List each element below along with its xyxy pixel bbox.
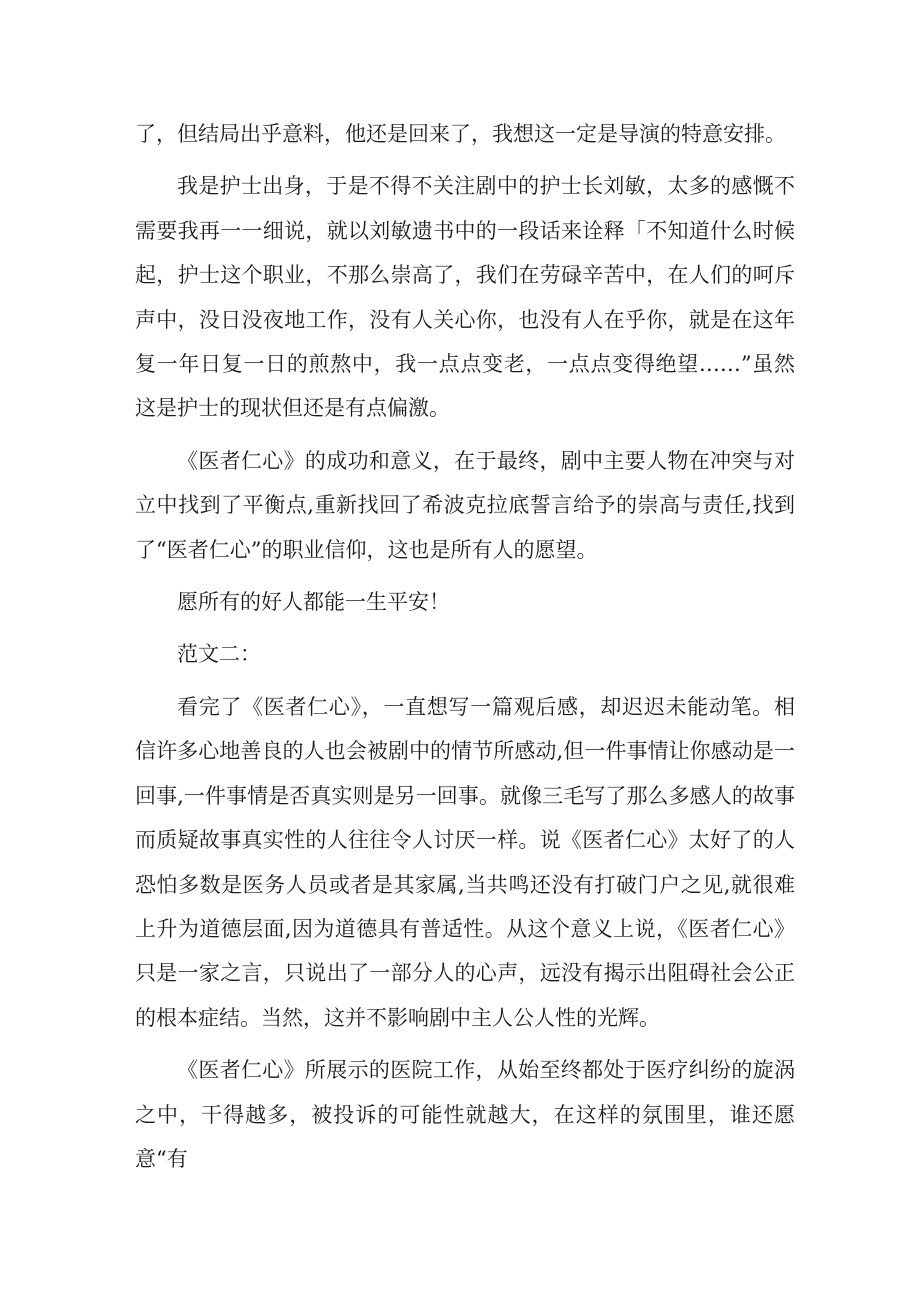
paragraph-wish: 愿所有的好人都能一生平安！ — [177, 590, 450, 615]
paragraph-significance: 《医者仁心》的成功和意义，在于最终，剧中主要人物在冲突与对立中找到了平衡点,重新找回了希波克拉底誓言给予的崇高与责任,找到了“医者仁心”的职业信仰，这也是所有人的愿望。 — [135, 448, 795, 562]
paragraph-hospital-work: 《医者仁心》所展示的医院工作，从始至终都处于医疗纠纷的旋涡之中，干得越多，被投诉的可能性就越大，在这样的氛围里，谁还愿意“有 — [135, 1058, 795, 1171]
paragraph-continuation: 了，但结局出乎意料，他还是回来了，我想这一定是导演的特意安排。 — [135, 122, 786, 146]
paragraph-review-intro: 看完了《医者仁心》，一直想写一篇观后感，却迟迟未能动笔。相信许多心地善良的人也会被剧中的情节所感动,但一件事情让你感动是一回事,一件事情是否真实则是另一回事。就像三毛写了那么多感人的故事而质疑故事真实性的人往往令人讨厌一样。说《医者仁心》太好了的人恐怕多数是医务人员或者是其家属,当共鸣还没有打破门户之见,就很难上升为道德层面,因为道德具有普适性。从这个意义上说，《医者仁心》只是一家之言，只说出了一部分人的心声，远没有揭示出阻碍社会公正的根本症结。当然，这并不影响剧中主人公人性的光辉。 — [135, 694, 795, 1030]
section-heading-sample-two: 范文二： — [177, 642, 261, 667]
paragraph-nurse-reflection: 我是护士出身，于是不得不关注剧中的护士长刘敏，太多的感慨不需要我再一一细说，就以刘敏遗书中的一段话来诠释「不知道什么时候起，护士这个职业，不那么崇高了，我们在劳碌辛苦中，在人们的呵斥声中，没日没夜地工作，没有人关心你，也没有人在乎你，就是在这年复一年日复一日的煎熬中，我一点点变老，一点点变得绝望……”虽然这是护士的现状但还是有点偏激。 — [135, 174, 795, 421]
document-body — [135, 112, 795, 1181]
